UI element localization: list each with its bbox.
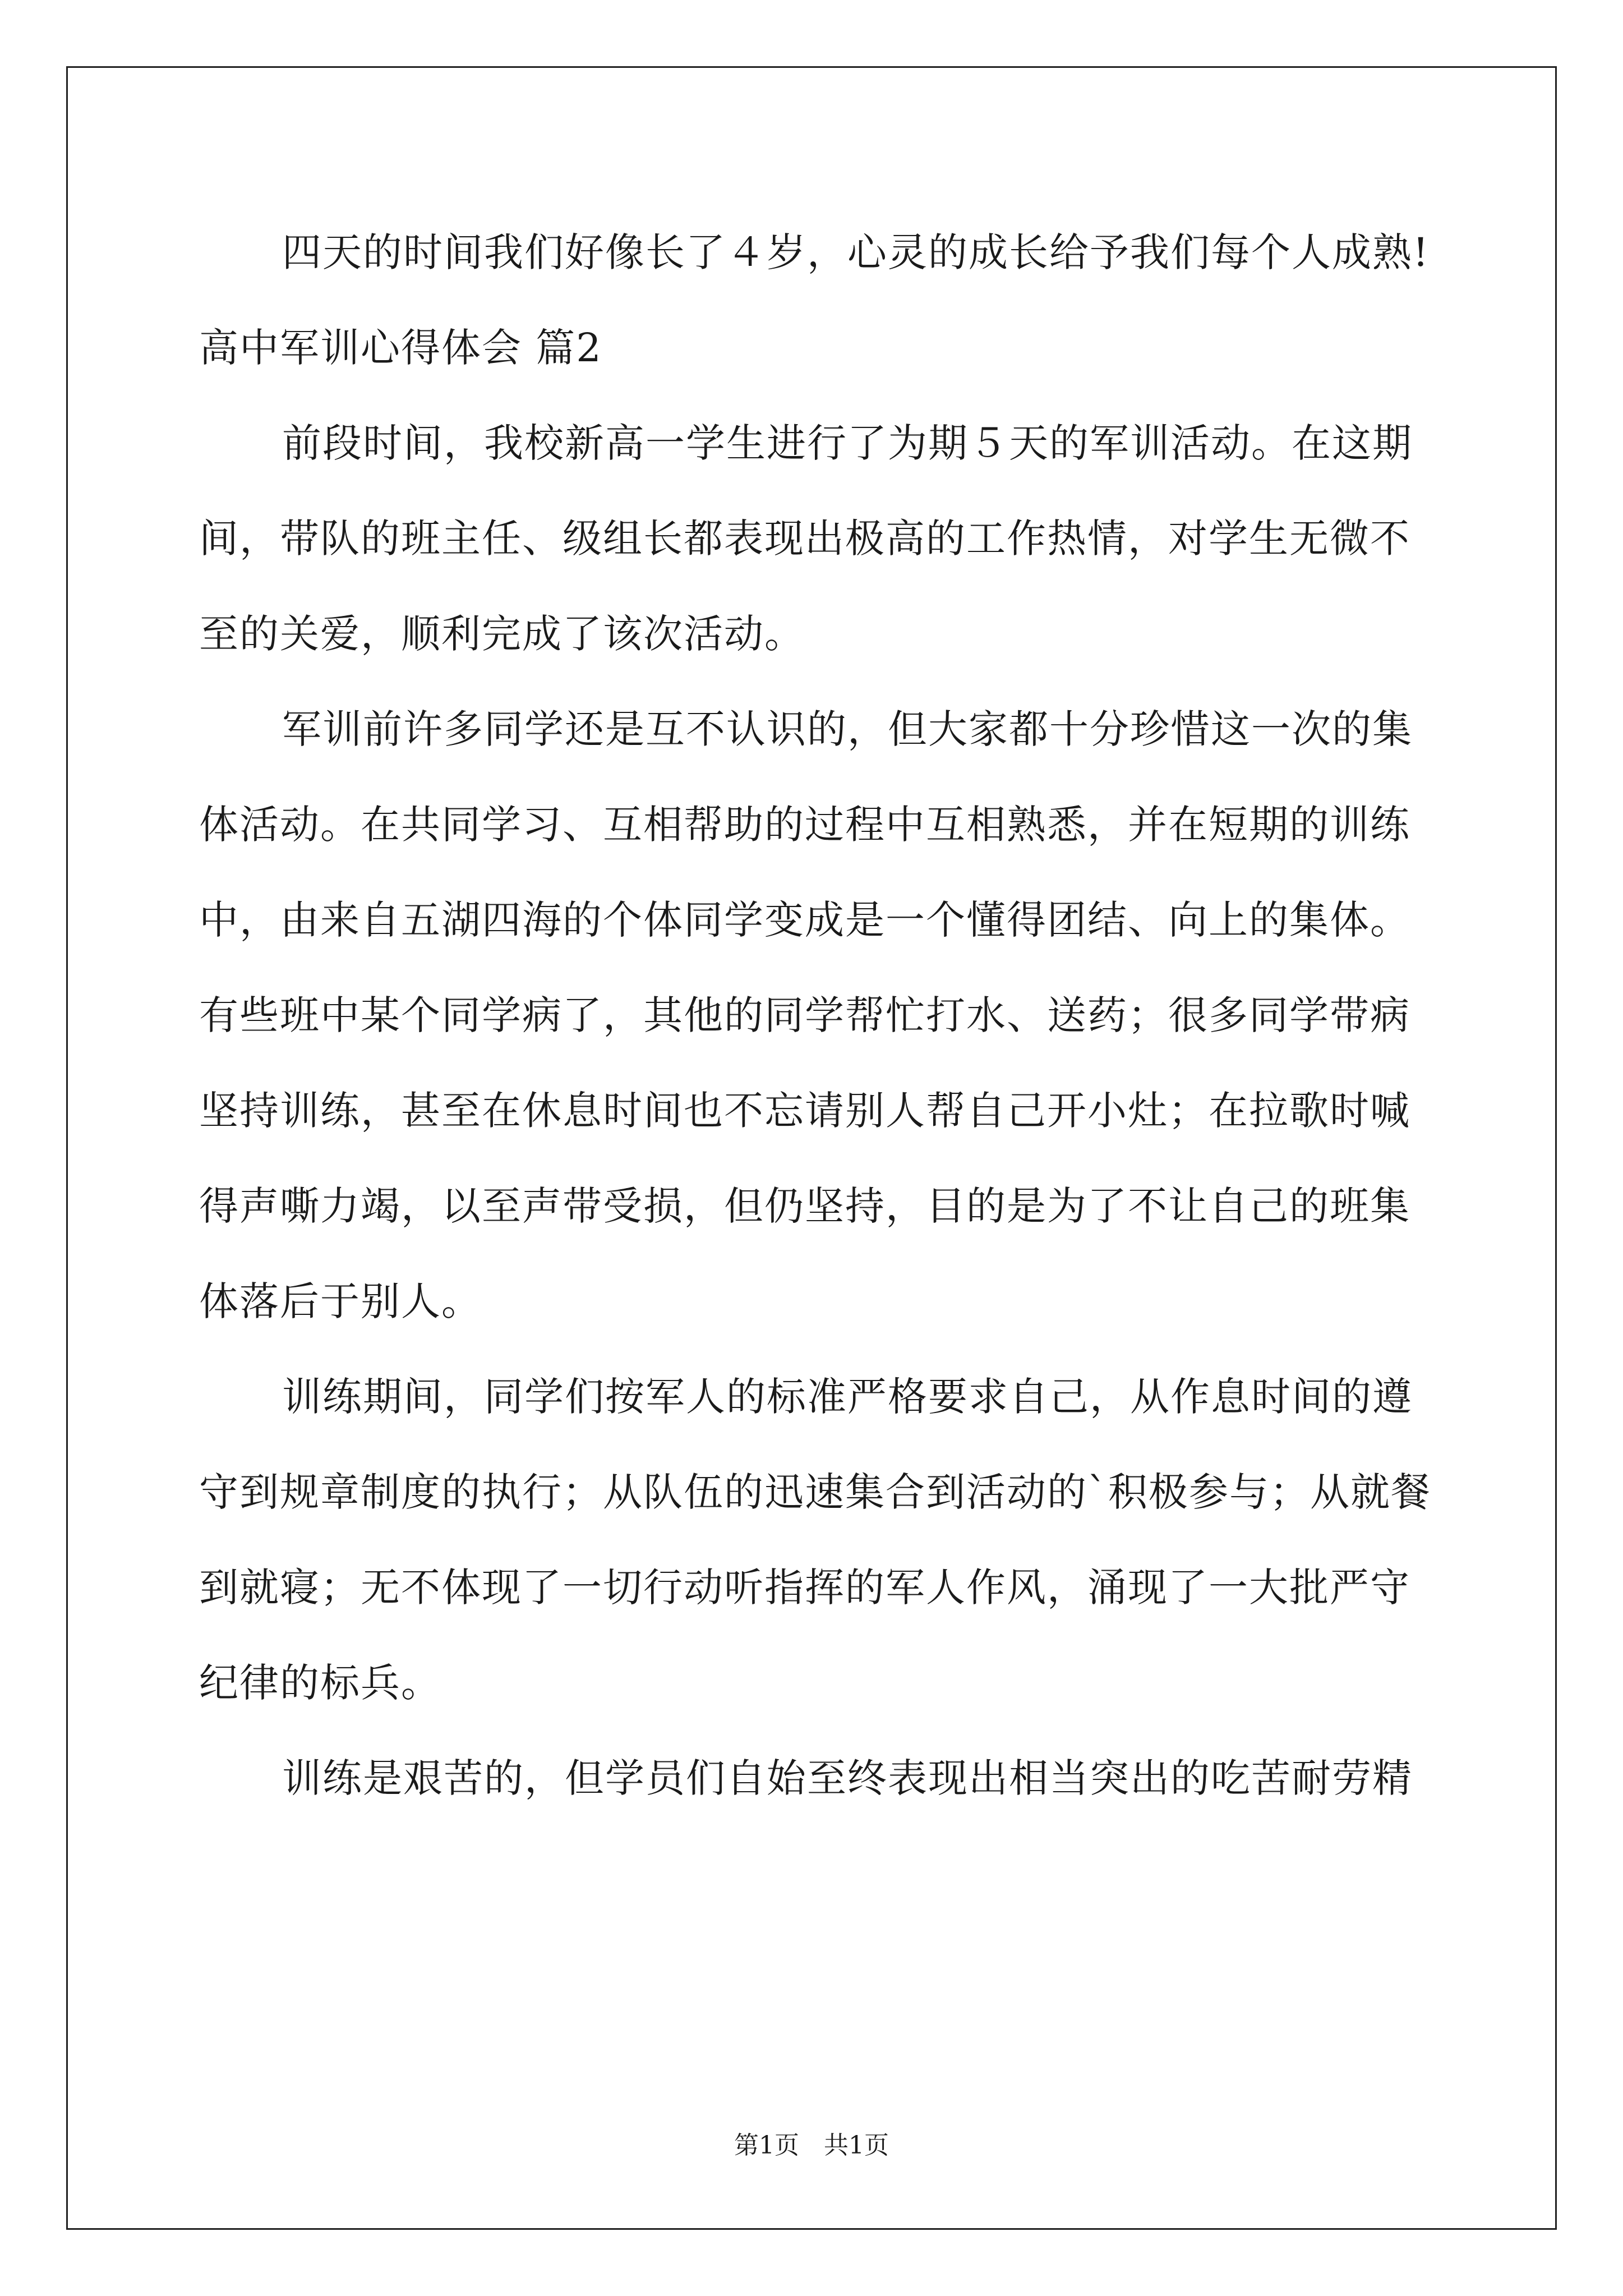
text-line: 纪律的标兵。 [199, 1660, 441, 1706]
text-line: 间，带队的班主任、级组长都表现出极高的工作热情，对学生无微不 [199, 516, 1410, 562]
text-line: 训练期间，同学们按军人的标准严格要求自己，从作息时间的遵 [282, 1374, 1413, 1420]
text-line: 有些班中某个同学病了，其他的同学帮忙打水、送药；很多同学带病 [199, 992, 1410, 1038]
text-line: 军训前许多同学还是互不认识的，但大家都十分珍惜这一次的集 [282, 706, 1413, 752]
section-heading: 高中军训心得体会 篇2 [199, 325, 602, 371]
text-line: 训练是艰苦的，但学员们自始至终表现出相当突出的吃苦耐劳精 [282, 1755, 1413, 1801]
text-line: 得声嘶力竭，以至声带受损，但仍坚持，目的是为了不让自己的班集 [199, 1183, 1410, 1229]
text-line: 前段时间，我校新高一学生进行了为期５天的军训活动。在这期 [282, 420, 1413, 466]
page-footer: 第1页 共1页 [734, 2131, 889, 2160]
text-line: 坚持训练，甚至在休息时间也不忘请别人帮自己开小灶；在拉歌时喊 [199, 1088, 1410, 1134]
text-line: 四天的时间我们好像长了４岁，心灵的成长给予我们每个人成熟! [282, 229, 1430, 275]
text-line: 到就寝；无不体现了一切行动听指挥的军人作风，涌现了一大批严守 [199, 1565, 1410, 1611]
text-line: 至的关爱，顺利完成了该次活动。 [199, 611, 805, 657]
text-line: 体活动。在共同学习、互相帮助的过程中互相熟悉，并在短期的训练 [199, 802, 1410, 848]
text-line: 守到规章制度的执行；从队伍的迅速集合到活动的`积极参与；从就餐 [199, 1469, 1431, 1515]
page-border [66, 66, 1557, 2230]
text-line: 体落后于别人。 [199, 1278, 482, 1324]
text-line: 中，由来自五湖四海的个体同学变成是一个懂得团结、向上的集体。 [199, 897, 1410, 943]
